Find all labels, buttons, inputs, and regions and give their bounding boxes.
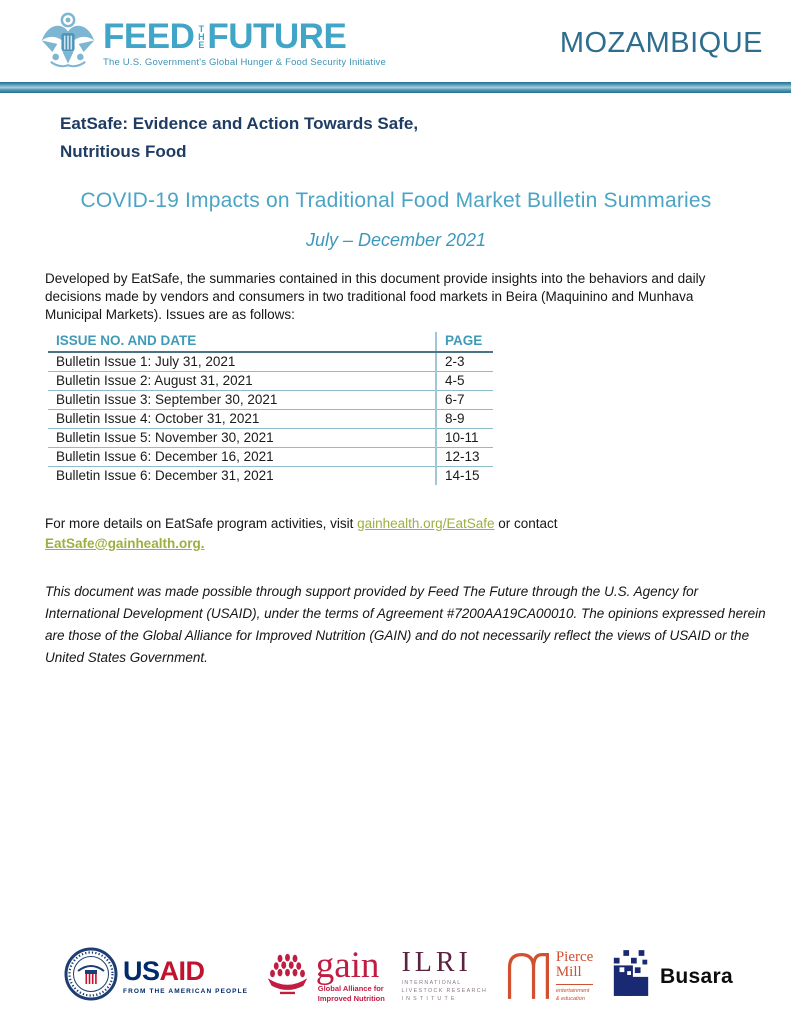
issue-cell: Bulletin Issue 4: October 31, 2021 bbox=[48, 409, 436, 428]
partner-logos-footer bbox=[0, 947, 791, 1006]
table-row bbox=[48, 371, 493, 390]
gain-name: gain bbox=[315, 945, 380, 987]
ilri-name: ILRI bbox=[401, 947, 472, 979]
disclaimer-paragraph: This document was made possible through support provided by Feed The Future through the U.S. Agency for International Development (USAID), under the terms of Agreement #7200AA19CA00010. The opinions expressed herein are those of the Global Alliance for Improved Nutrition (GAIN) and do not necessarily reflect the views of USAID or the United States Government. bbox=[45, 584, 766, 665]
ilri-subtext bbox=[401, 980, 487, 1004]
ilri-logo bbox=[401, 949, 487, 1004]
busara-logo bbox=[610, 948, 733, 1005]
gain-wordmark bbox=[315, 945, 385, 1004]
page-cell: 10-11 bbox=[436, 428, 493, 447]
gainhealth-eatsafe-link[interactable]: gainhealth.org/EatSafe bbox=[357, 515, 495, 531]
ftf-word-feed: FEED bbox=[103, 16, 195, 56]
table-header-row bbox=[48, 332, 493, 352]
usaid-us-text: US bbox=[123, 956, 160, 986]
usaid-seal-icon bbox=[64, 947, 118, 1006]
document-subtitle: July – December 2021 bbox=[305, 230, 487, 251]
table-row bbox=[48, 390, 493, 409]
usaid-wordmark bbox=[123, 958, 248, 995]
pierce-mill-tagline bbox=[556, 984, 593, 1004]
gain-emblem-icon bbox=[265, 951, 310, 1001]
contact-text-after: or contact bbox=[494, 515, 558, 531]
page-cell: 2-3 bbox=[436, 352, 493, 372]
program-title-line1: EatSafe: Evidence and Action Towards Safe, bbox=[60, 114, 419, 133]
table-row bbox=[48, 447, 493, 466]
contact-text-before: For more details on EatSafe program activities, visit bbox=[45, 515, 358, 531]
ftf-word-the: THE bbox=[196, 24, 207, 48]
issue-cell: Bulletin Issue 6: December 16, 2021 bbox=[48, 447, 436, 466]
pierce-mill-monogram-icon bbox=[504, 947, 552, 1006]
issue-cell: Bulletin Issue 2: August 31, 2021 bbox=[48, 371, 436, 390]
pierce-mill-tagline-line2: & education bbox=[555, 996, 585, 1003]
table-row bbox=[48, 466, 493, 485]
feed-the-future-wordmark bbox=[103, 16, 386, 68]
pierce-mill-logo bbox=[504, 947, 593, 1006]
eatsafe-email-link[interactable]: EatSafe@gainhealth.org. bbox=[45, 535, 205, 551]
gain-tagline-line1: Global Alliance for bbox=[317, 984, 384, 994]
pierce-mill-wordmark bbox=[556, 950, 593, 1004]
feed-the-future-logo bbox=[38, 11, 386, 75]
busara-name: Busara bbox=[659, 964, 733, 988]
page-header bbox=[0, 0, 791, 82]
issue-table bbox=[48, 332, 493, 485]
col-header-issue: ISSUE NO. AND DATE bbox=[48, 332, 436, 352]
pierce-mill-tagline-line1: entertainment bbox=[555, 988, 590, 994]
ilri-sub-line1: INTERNATIONAL bbox=[401, 980, 462, 987]
page-cell: 6-7 bbox=[436, 390, 493, 409]
program-title bbox=[60, 110, 747, 165]
page-cell: 14-15 bbox=[436, 466, 493, 485]
table-row bbox=[48, 352, 493, 372]
gain-logo bbox=[265, 945, 385, 1004]
table-row bbox=[48, 428, 493, 447]
pierce-mill-name-line2: Mill bbox=[555, 964, 582, 981]
contact-paragraph bbox=[45, 514, 747, 555]
us-great-seal-eagle-icon bbox=[38, 11, 98, 75]
usaid-logo bbox=[64, 947, 248, 1006]
ftf-word-future: FUTURE bbox=[207, 16, 347, 56]
issue-cell: Bulletin Issue 6: December 31, 2021 bbox=[56, 467, 274, 483]
col-header-page: PAGE bbox=[436, 332, 493, 352]
busara-pixel-icon bbox=[610, 948, 652, 1005]
ilri-sub-line2: LIVESTOCK RESEARCH bbox=[401, 988, 488, 995]
page-cell: 12-13 bbox=[436, 447, 493, 466]
feed-the-future-title bbox=[103, 16, 386, 56]
intro-paragraph: Developed by EatSafe, the summaries contained in this document provide insights into the behaviors and daily decisions made by vendors and consumers in two traditional food markets in Beira (Maquinino and Munhava Municipal Markets). Issues are as follows: bbox=[45, 271, 706, 322]
document-title: COVID-19 Impacts on Traditional Food Market Bulletin Summaries bbox=[80, 189, 712, 213]
ftf-tagline: The U.S. Government's Global Hunger & Food Security Initiative bbox=[103, 56, 386, 68]
issue-cell: Bulletin Issue 3: September 30, 2021 bbox=[48, 390, 436, 409]
header-divider-bar bbox=[0, 82, 791, 93]
usaid-tagline: FROM THE AMERICAN PEOPLE bbox=[123, 988, 249, 995]
page-cell: 4-5 bbox=[436, 371, 493, 390]
page-cell: 8-9 bbox=[436, 409, 493, 428]
issue-cell: Bulletin Issue 5: November 30, 2021 bbox=[48, 428, 436, 447]
usaid-aid-text: AID bbox=[159, 956, 205, 986]
gain-tagline-line2: Improved Nutrition bbox=[317, 994, 385, 1004]
gain-tagline bbox=[318, 984, 385, 1004]
table-row bbox=[48, 409, 493, 428]
ilri-sub-line3: INSTITUTE bbox=[401, 995, 458, 1002]
pierce-mill-name-line1: Pierce bbox=[555, 948, 594, 965]
issue-cell: Bulletin Issue 1: July 31, 2021 bbox=[48, 352, 436, 372]
program-title-line2: Nutritious Food bbox=[60, 141, 187, 161]
document-content bbox=[0, 110, 791, 668]
country-title: MOZAMBIQUE bbox=[559, 26, 763, 59]
